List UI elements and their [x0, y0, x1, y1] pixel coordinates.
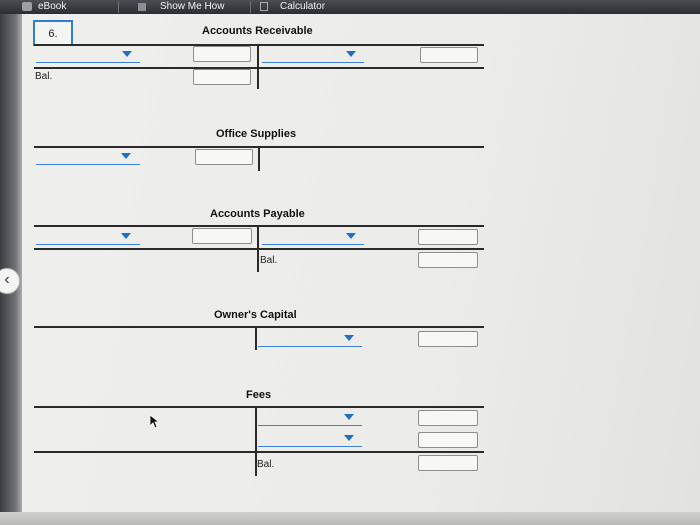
debit-amount-input[interactable]	[192, 228, 252, 244]
chevron-down-icon[interactable]	[344, 414, 354, 420]
balance-label: Bal.	[35, 71, 53, 82]
account-title: Owner's Capital	[214, 309, 297, 321]
account-title: Accounts Payable	[210, 208, 305, 220]
chevron-down-icon[interactable]	[344, 335, 354, 341]
debit-dropdown[interactable]	[36, 244, 140, 245]
chevron-left-icon[interactable]: ‹	[0, 268, 20, 294]
credit-dropdown[interactable]	[258, 425, 362, 426]
calculator-icon	[260, 2, 268, 11]
debit-amount-input[interactable]	[195, 149, 253, 165]
ebook-label: eBook	[38, 1, 67, 12]
t-account-top-line	[34, 44, 484, 46]
t-account-center-line	[257, 225, 259, 272]
t-account-center-line	[257, 44, 259, 89]
account-title: Accounts Receivable	[202, 25, 313, 37]
balance-label: Bal.	[257, 459, 275, 470]
account-title: Office Supplies	[216, 128, 297, 140]
question-number: 6.	[33, 20, 73, 46]
chevron-down-icon[interactable]	[121, 233, 131, 239]
credit-amount-input[interactable]	[418, 229, 478, 245]
balance-amount-input[interactable]	[418, 455, 478, 471]
t-account-top-line	[34, 225, 484, 227]
calculator-label: Calculator	[280, 1, 326, 12]
t-account-mid-line	[34, 67, 484, 69]
chevron-down-icon[interactable]	[346, 233, 356, 239]
calculator-button[interactable]	[258, 0, 338, 14]
toolbar	[0, 0, 700, 14]
t-account-mid-line	[34, 248, 484, 250]
credit-dropdown[interactable]	[258, 446, 362, 447]
ebook-button[interactable]	[18, 0, 78, 14]
debit-amount-input[interactable]	[193, 46, 251, 62]
credit-dropdown[interactable]	[262, 244, 364, 245]
t-account-top-line	[34, 406, 484, 408]
t-account-mid-line	[34, 451, 484, 453]
chevron-down-icon[interactable]	[122, 51, 132, 57]
show-me-how-label: Show Me How	[160, 1, 225, 12]
t-account-top-line	[34, 326, 484, 328]
credit-amount-input[interactable]	[418, 410, 478, 426]
chevron-down-icon[interactable]	[346, 51, 356, 57]
mouse-pointer-icon	[150, 415, 160, 429]
credit-dropdown[interactable]	[258, 346, 362, 347]
balance-amount-input[interactable]	[193, 69, 251, 85]
play-icon	[138, 3, 146, 11]
debit-dropdown[interactable]	[36, 164, 140, 165]
bottom-edge	[0, 512, 700, 525]
t-account-center-line	[258, 146, 260, 171]
balance-amount-input[interactable]	[418, 252, 478, 268]
credit-amount-input[interactable]	[418, 331, 478, 347]
worksheet	[22, 14, 700, 512]
account-title: Fees	[246, 389, 272, 401]
show-me-how-button[interactable]	[138, 0, 238, 14]
toolbar-divider	[250, 1, 251, 13]
debit-dropdown[interactable]	[36, 62, 140, 63]
credit-dropdown[interactable]	[262, 62, 364, 63]
screen-edge	[0, 14, 22, 514]
chevron-down-icon[interactable]	[344, 435, 354, 441]
toolbar-divider	[118, 1, 119, 13]
book-icon	[22, 2, 32, 11]
balance-label: Bal.	[260, 255, 278, 266]
credit-amount-input[interactable]	[420, 47, 478, 63]
t-account-center-line	[255, 326, 257, 350]
credit-amount-input[interactable]	[418, 432, 478, 448]
chevron-down-icon[interactable]	[121, 153, 131, 159]
